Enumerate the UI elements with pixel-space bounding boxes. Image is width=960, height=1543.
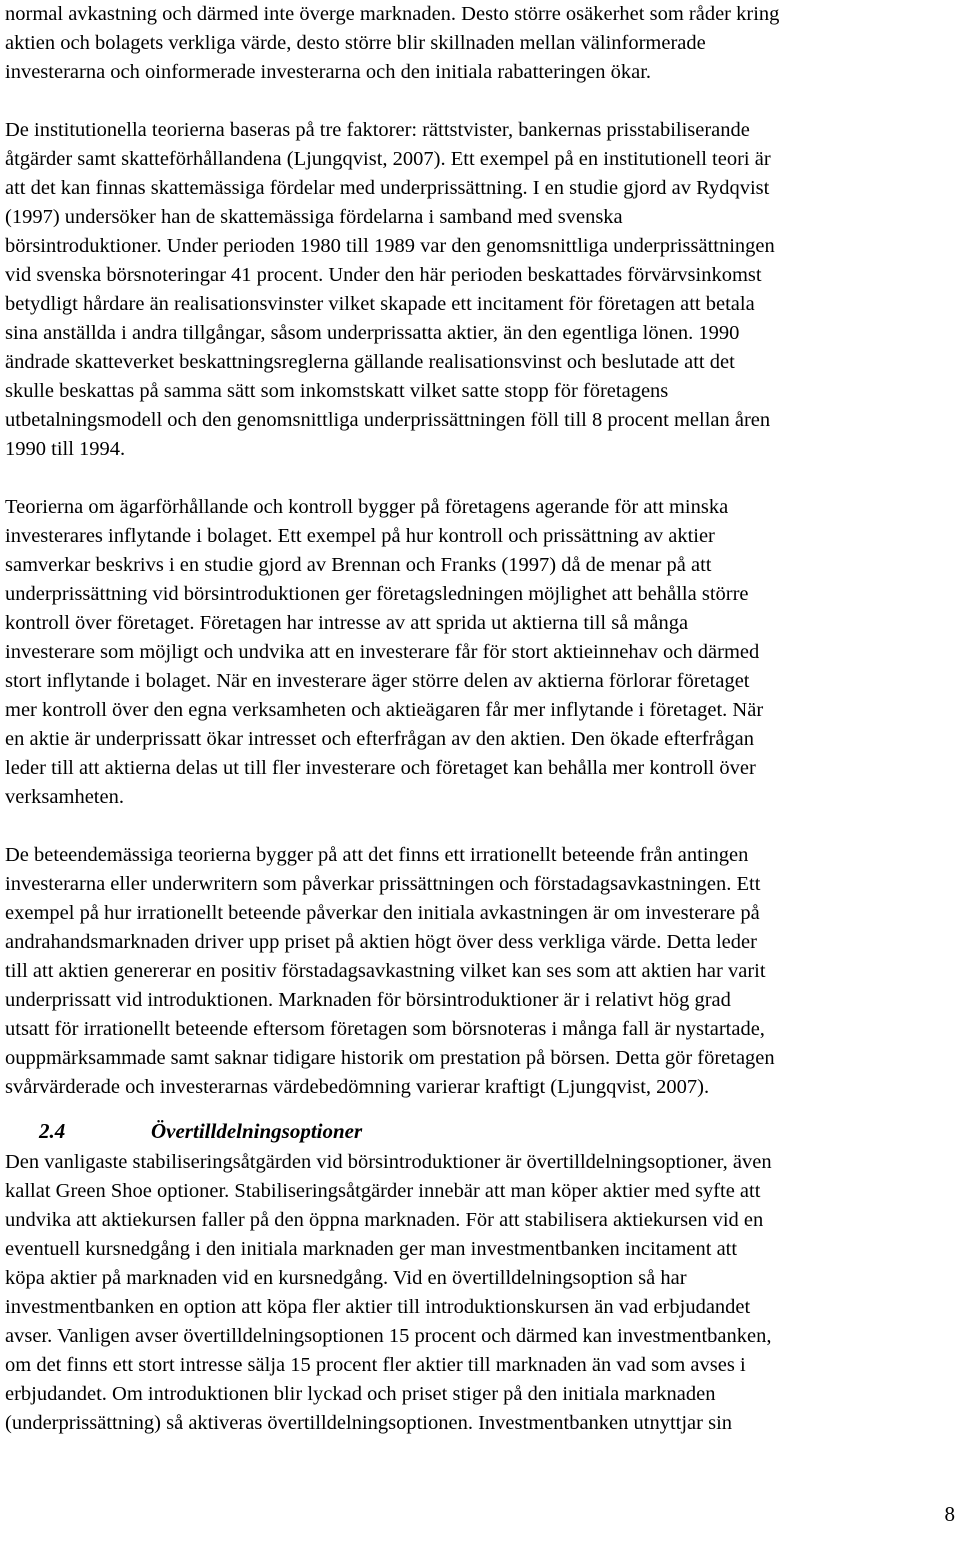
document-page bbox=[5, 0, 955, 1438]
text-line: leder till att aktierna delas ut till fler investerare och företaget kan behålla mer kontroll över bbox=[5, 757, 756, 779]
text-line: skulle beskattas på samma sätt som inkomstskatt vilket satte stopp för företagens bbox=[5, 380, 669, 402]
text-line: undvika att aktiekursen faller på den öppna marknaden. För att stabilisera aktiekursen vid en bbox=[5, 1209, 764, 1231]
page-number: 8 bbox=[944, 1502, 955, 1526]
paragraph bbox=[5, 841, 955, 1102]
paragraph-gap bbox=[5, 464, 955, 493]
text-line: Den vanligaste stabiliseringsåtgärden vid börsintroduktioner är övertilldelningsoptioner, även bbox=[5, 1151, 772, 1173]
text-line: underprissatt vid introduktionen. Marknaden för börsintroduktioner är i relativt hög grad bbox=[5, 989, 731, 1011]
text-line: andrahandsmarknaden driver upp priset på aktien högt över dess verkliga värde. Detta leder bbox=[5, 931, 757, 953]
text-line: ändrade skatteverket beskattningsreglerna gällande realisationsvinst och beslutade att det bbox=[5, 351, 735, 373]
text-line: utsatt för irrationellt beteende eftersom företagen som börsnoteras i många fall är nystartade, bbox=[5, 1018, 765, 1040]
paragraph-gap bbox=[5, 87, 955, 116]
text-line: De institutionella teorierna baseras på tre faktorer: rättstvister, bankernas prisstabiliserande bbox=[5, 119, 750, 141]
text-line: börsintroduktioner. Under perioden 1980 till 1989 var den genomsnittliga underprissättningen bbox=[5, 235, 775, 257]
text-line: investerares inflytande i bolaget. Ett exempel på hur kontroll och prissättning av aktier bbox=[5, 525, 715, 547]
text-line: om det finns ett stort intresse sälja 15 procent fler aktier till marknaden än vad som avses i bbox=[5, 1354, 746, 1376]
paragraph-gap bbox=[5, 812, 955, 841]
text-line: utbetalningsmodell och den genomsnittliga underprissättningen föll till 8 procent mellan åren bbox=[5, 409, 771, 431]
section-number: 2.4 bbox=[39, 1119, 66, 1143]
text-line: normal avkastning och därmed inte överge marknaden. Desto större osäkerhet som råder kring bbox=[5, 3, 780, 25]
paragraph bbox=[5, 493, 955, 812]
text-line: investmentbanken en option att köpa fler aktier till introduktionskursen än vad erbjudandet bbox=[5, 1296, 751, 1318]
text-line: vid svenska börsnoteringar 41 procent. Under den här perioden beskattades förvärvsinkomst bbox=[5, 264, 762, 286]
text-line: investerarna och oinformerade investerarna och den initiala rabatteringen ökar. bbox=[5, 61, 652, 83]
text-line: erbjudandet. Om introduktionen blir lyckad och priset stiger på den initiala marknaden bbox=[5, 1383, 716, 1405]
text-line: till att aktien genererar en positiv förstadagsavkastning vilket kan ses som att aktien har varit bbox=[5, 960, 766, 982]
text-line: (underprissättning) så aktiveras övertilldelningsoptionen. Investmentbanken utnyttjar sin bbox=[5, 1412, 733, 1434]
text-line: en aktie är underprissatt ökar intresset och efterfrågan av den aktien. Den ökade efterfrågan bbox=[5, 728, 755, 750]
text-line: investerare som möjligt och undvika att en investerare får för stort aktieinnehav och därmed bbox=[5, 641, 760, 663]
text-line: samverkar beskrivs i en studie gjord av Brennan och Franks (1997) då de menar på att bbox=[5, 554, 712, 576]
text-line: sina anställda i andra tillgångar, såsom underprissatta aktier, än den egentliga lönen. 1990 bbox=[5, 322, 740, 344]
paragraph bbox=[5, 0, 955, 87]
body-text bbox=[5, 0, 955, 1102]
text-line: svårvärderade och investerarnas värdebedömning varierar kraftigt (Ljungqvist, 2007). bbox=[5, 1076, 710, 1098]
text-line: 1990 till 1994. bbox=[5, 438, 126, 460]
section-heading bbox=[5, 1117, 955, 1146]
text-line: köpa aktier på marknaden vid en kursnedgång. Vid en övertilldelningsoption så har bbox=[5, 1267, 687, 1289]
text-line: eventuell kursnedgång i den initiala marknaden ger man investmentbanken incitament att bbox=[5, 1238, 738, 1260]
text-line: investerarna eller underwritern som påverkar prissättningen och förstadagsavkastningen. Ett bbox=[5, 873, 761, 895]
text-line: (1997) undersöker han de skattemässiga fördelarna i samband med svenska bbox=[5, 206, 623, 228]
text-line: underprissättning vid börsintroduktionen ger företagsledningen möjlighet att behålla större bbox=[5, 583, 749, 605]
text-line: kontroll över företaget. Företagen har intresse av att sprida ut aktierna till så många bbox=[5, 612, 689, 634]
text-line: betydligt hårdare än realisationsvinster vilket skapade ett incitament för företagen att betala bbox=[5, 293, 755, 315]
text-line: kallat Green Shoe optioner. Stabiliseringsåtgärder innebär att man köper aktier med syfte att bbox=[5, 1180, 761, 1202]
text-line: åtgärder samt skatteförhållandena (Ljungqvist, 2007). Ett exempel på en institutionell teori är bbox=[5, 148, 771, 170]
text-line: stort inflytande i bolaget. När en investerare äger större delen av aktierna förlorar företaget bbox=[5, 670, 750, 692]
text-line: verksamheten. bbox=[5, 786, 124, 808]
text-line: Teorierna om ägarförhållande och kontroll bygger på företagens agerande för att minska bbox=[5, 496, 729, 518]
paragraph bbox=[5, 116, 955, 464]
text-line: De beteendemässiga teorierna bygger på att det finns ett irrationellt beteende från antingen bbox=[5, 844, 749, 866]
text-line: aktien och bolagets verkliga värde, desto större blir skillnaden mellan välinformerade bbox=[5, 32, 706, 54]
text-line: avser. Vanligen avser övertilldelningsoptionen 15 procent och därmed kan investmentbanken, bbox=[5, 1325, 772, 1347]
text-line: att det kan finnas skattemässiga fördelar med underprissättning. I en studie gjord av Rydqvist bbox=[5, 177, 770, 199]
text-line: mer kontroll över den egna verksamheten och aktieägaren får mer inflytande i företaget. När bbox=[5, 699, 764, 721]
text-line: exempel på hur irrationellt beteende påverkar den initiala avkastningen är om investerare på bbox=[5, 902, 760, 924]
section-title: Övertilldelningsoptioner bbox=[151, 1119, 363, 1143]
text-line: ouppmärksammade samt saknar tidigare historik om prestation på börsen. Detta gör företagen bbox=[5, 1047, 775, 1069]
section-body bbox=[5, 1148, 955, 1438]
